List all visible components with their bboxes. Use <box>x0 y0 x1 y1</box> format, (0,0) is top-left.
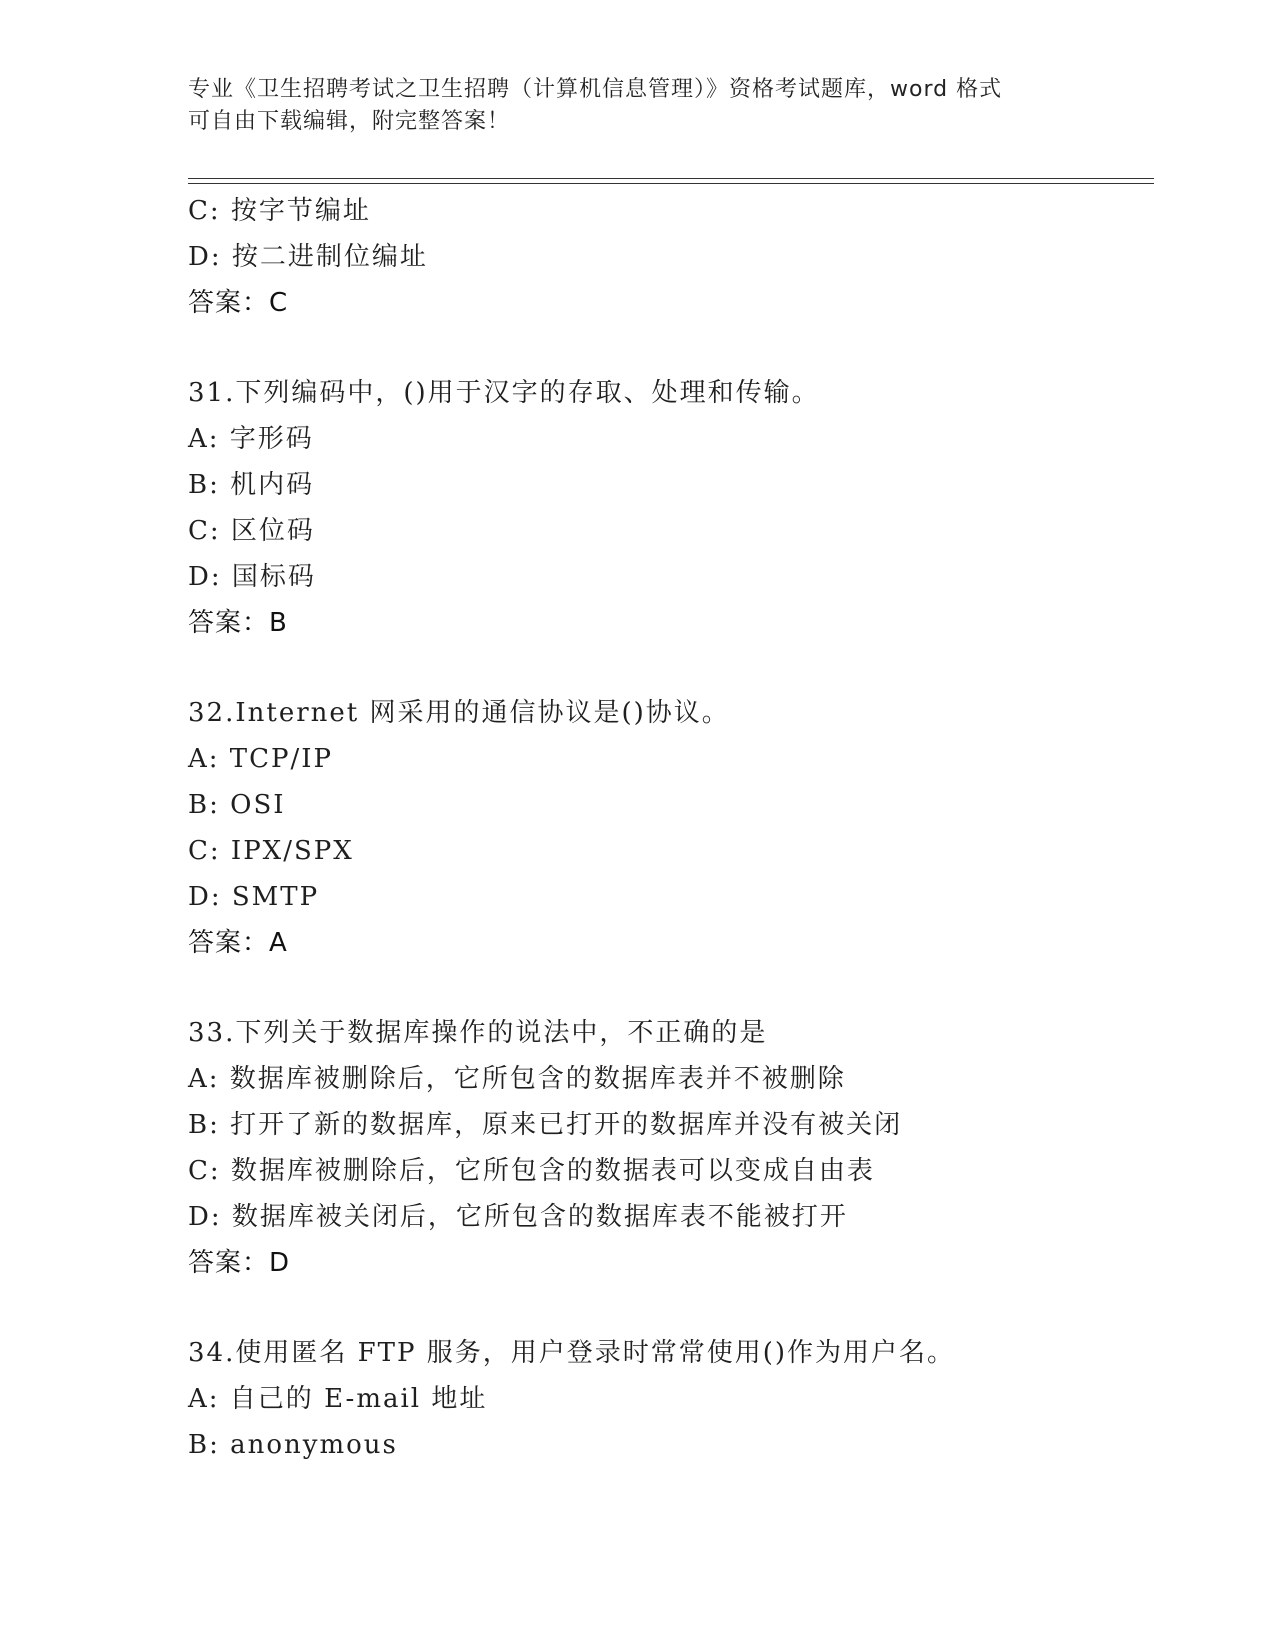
option-a: A: TCP/IP <box>188 744 334 774</box>
question-text: 32.Internet 网采用的通信协议是()协议。 <box>188 698 730 728</box>
option-b: B: 打开了新的数据库，原来已打开的数据库并没有被关闭 <box>188 1110 903 1140</box>
question-text: 31.下列编码中，()用于汉字的存取、处理和传输。 <box>188 378 820 408</box>
question-32 <box>188 690 1154 966</box>
question-33 <box>188 1010 1154 1286</box>
option-d: D: 国标码 <box>188 562 316 592</box>
option-a: A: 字形码 <box>188 424 314 454</box>
question-text: 33.下列关于数据库操作的说法中，不正确的是 <box>188 1018 768 1048</box>
option-a: A: 自己的 E-mail 地址 <box>188 1384 488 1414</box>
option-b: B: anonymous <box>188 1430 398 1460</box>
option-c: C: 数据库被删除后，它所包含的数据表可以变成自由表 <box>188 1156 875 1186</box>
header-divider-top <box>188 178 1154 179</box>
option-b: B: OSI <box>188 790 286 820</box>
question-30 <box>188 188 1154 326</box>
option-d: D: SMTP <box>188 882 320 912</box>
answer-label: 答案：C <box>188 288 289 318</box>
answer-label: 答案：D <box>188 1248 291 1278</box>
header-title-line-1: 专业《卫生招聘考试之卫生招聘（计算机信息管理）》资格考试题库，word 格式 <box>188 77 1003 102</box>
question-text: 34.使用匿名 FTP 服务，用户登录时常常使用()作为用户名。 <box>188 1338 956 1368</box>
question-31 <box>188 370 1154 646</box>
header-title-line-2: 可自由下载编辑，附完整答案！ <box>188 109 511 134</box>
option-b: B: 机内码 <box>188 470 315 500</box>
spacer <box>188 326 1154 370</box>
answer-label: 答案：A <box>188 928 288 958</box>
question-34 <box>188 1330 1154 1468</box>
document-header <box>188 74 1068 138</box>
spacer <box>188 966 1154 1010</box>
header-divider-bottom <box>188 183 1154 184</box>
option-c: C: 按字节编址 <box>188 196 371 226</box>
option-c: C: 区位码 <box>188 516 315 546</box>
answer-label: 答案：B <box>188 608 288 638</box>
question-list <box>188 188 1154 1468</box>
spacer <box>188 646 1154 690</box>
spacer <box>188 1286 1154 1330</box>
option-d: D: 数据库被关闭后，它所包含的数据库表不能被打开 <box>188 1202 848 1232</box>
option-a: A: 数据库被删除后，它所包含的数据库表并不被删除 <box>188 1064 846 1094</box>
option-d: D: 按二进制位编址 <box>188 242 428 272</box>
option-c: C: IPX/SPX <box>188 836 354 866</box>
